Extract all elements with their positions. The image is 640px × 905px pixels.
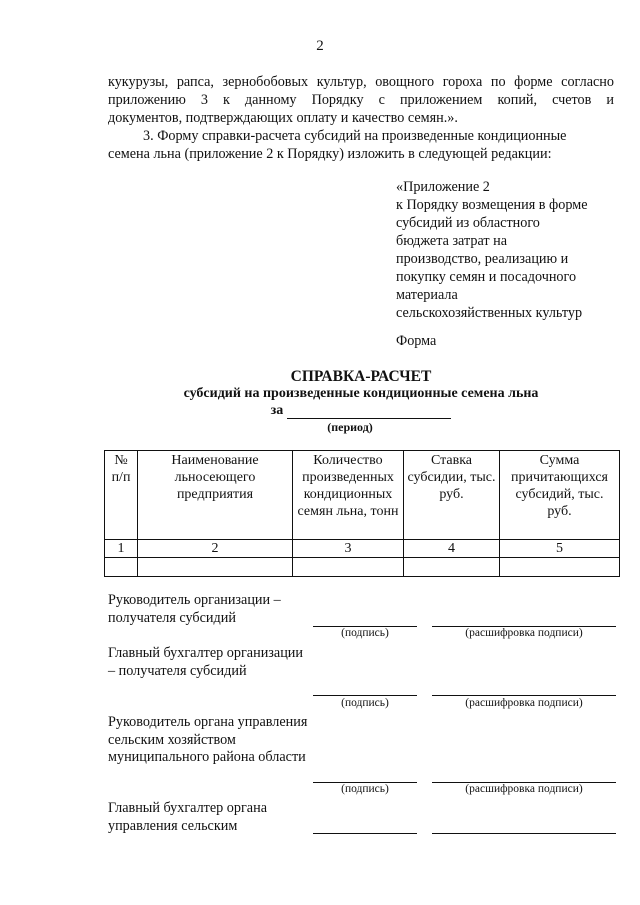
- appendix-line: покупку семян и посадочного: [396, 269, 577, 285]
- text-line: кукурузы, рапса, зернобобовых культур, овощного гороха по форме согласно: [108, 74, 614, 90]
- appendix-line: сельскохозяйственных культур: [396, 305, 583, 321]
- calculation-table: [104, 450, 620, 577]
- signature-label: Главный бухгалтер организации – получателя субсидий: [108, 645, 303, 679]
- table-row: [105, 540, 620, 558]
- text-line: приложению 3 к данному Порядку с приложением копий, счетов и: [108, 92, 614, 108]
- signature-caption: (подпись): [341, 697, 389, 709]
- appendix-line: материала: [396, 287, 458, 303]
- appendix-line: субсидий из областного: [396, 215, 540, 231]
- table-header-row: [105, 451, 620, 540]
- signature-decode-line[interactable]: [432, 833, 616, 834]
- appendix-line: бюджета затрат на: [396, 233, 508, 249]
- paragraph-continuation: [108, 73, 614, 127]
- paragraph-item-3: [108, 127, 614, 163]
- column-number-cell: 2: [138, 540, 293, 558]
- text-line: документов, подтверждающих оплату и качество семян.».: [108, 110, 458, 126]
- column-number-cell: 5: [500, 540, 620, 558]
- table-cell[interactable]: [105, 558, 138, 577]
- form-subtitle: субсидий на произведенные кондиционные семена льна: [183, 386, 539, 401]
- text-line: 3. Форму справки-расчета субсидий на произведенные кондиционные: [143, 128, 567, 144]
- table-header-cell: Наименование льносеющего предприятия: [138, 451, 293, 540]
- column-number-cell: 3: [293, 540, 404, 558]
- form-heading: СПРАВКА-РАСЧЕТ: [290, 368, 432, 385]
- text-line: семена льна (приложение 2 к Порядку) изложить в следующей редакции:: [108, 146, 552, 162]
- page-number: 2: [316, 38, 324, 54]
- form-label: Форма: [396, 333, 437, 349]
- column-number-cell: 4: [404, 540, 500, 558]
- appendix-line: «Приложение 2: [396, 179, 490, 195]
- table-header-cell: Ставка субсидии, тыс. руб.: [404, 451, 500, 540]
- table-header-cell: Количество произведенных кондиционных семян льна, тонн: [293, 451, 404, 540]
- signature-caption: (подпись): [341, 783, 389, 795]
- signature-label: Руководитель органа управления сельским хозяйством муниципального района области: [108, 714, 308, 765]
- table-cell[interactable]: [404, 558, 500, 577]
- table-row: [105, 558, 620, 577]
- signature-decode-line[interactable]: [432, 695, 616, 696]
- signature-decode-caption: (расшифровка подписи): [465, 697, 583, 709]
- appendix-line: к Порядку возмещения в форме: [396, 197, 588, 213]
- signature-decode-caption: (расшифровка подписи): [465, 627, 583, 639]
- signature-label: Руководитель организации – получателя субсидий: [108, 592, 281, 626]
- table-cell[interactable]: [138, 558, 293, 577]
- period-line: [108, 403, 614, 419]
- period-blank-field: [287, 404, 451, 419]
- table-cell[interactable]: [500, 558, 620, 577]
- table-header-cell: Сумма причитающихся субсидий, тыс. руб.: [500, 451, 620, 540]
- signature-line[interactable]: [313, 695, 417, 696]
- signature-line[interactable]: [313, 833, 417, 834]
- table-header-cell: № п/п: [105, 451, 138, 540]
- period-prefix: за: [270, 403, 284, 418]
- column-number-cell: 1: [105, 540, 138, 558]
- appendix-line: производство, реализацию и: [396, 251, 569, 267]
- signature-decode-caption: (расшифровка подписи): [465, 783, 583, 795]
- table-cell[interactable]: [293, 558, 404, 577]
- appendix-reference: [396, 178, 616, 322]
- signature-label: Главный бухгалтер органа управления сельским: [108, 800, 267, 834]
- period-caption: (период): [327, 420, 373, 434]
- signature-caption: (подпись): [341, 627, 389, 639]
